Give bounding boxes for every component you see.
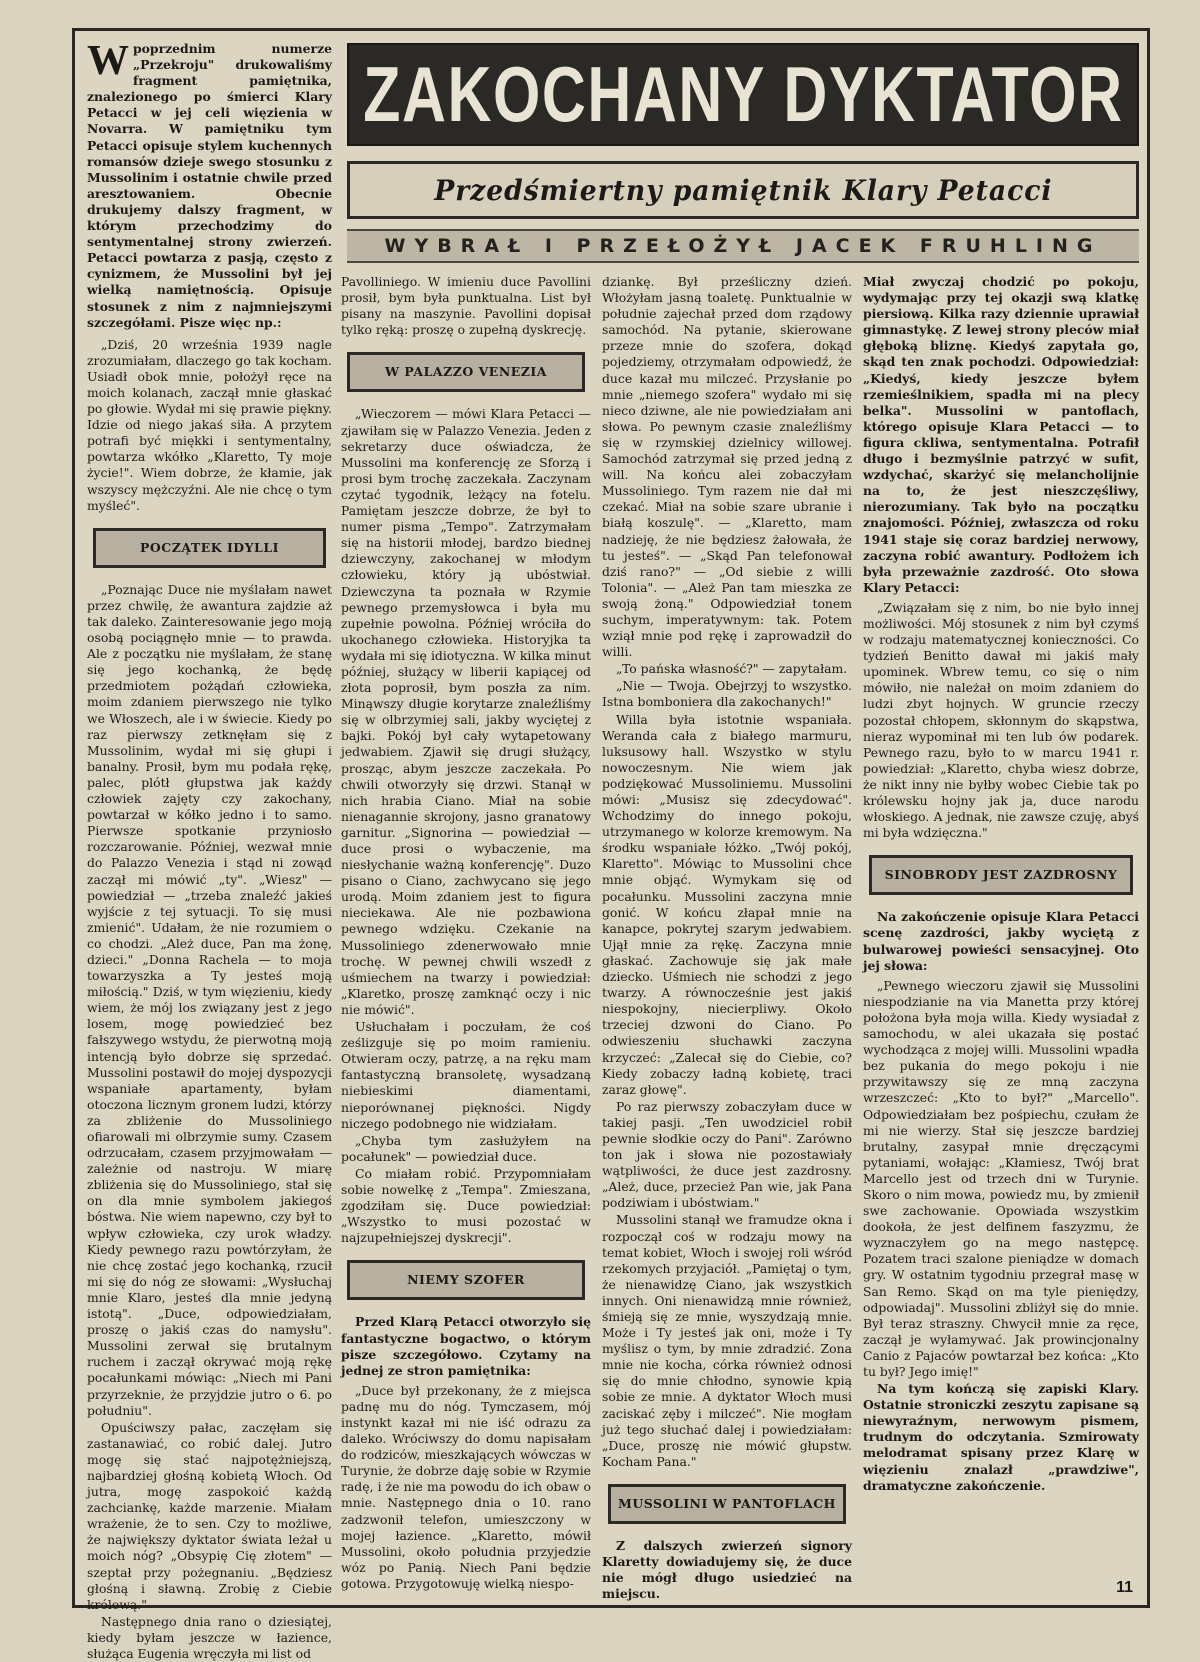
- column-1: [87, 38, 332, 1661]
- section-heading-w-palazzo-venezia: W PALAZZO VENEZIA: [347, 352, 585, 392]
- paragraph: „To pańska własność?" — zapytałam.: [616, 661, 848, 677]
- column-3: [602, 274, 852, 1602]
- section-heading-niemy-szofer: NIEMY SZOFER: [347, 1260, 585, 1300]
- paragraph: „Duce był przekonany, że z miejsca padnę mu do nóg. Tymczasem, mój instynkt kazał mi nie iść odrazu za daleko. Wróciwszy do domu napisałam do rodziców, mieszkających wówczas w Turynie, że dobrze daję sobie w Rzymie radę, i że nie ma powodu do ich obaw o mnie. Następnego dnia o 10. rano zadzwonił telefon, umieszczony w mojej łazience. „Klaretto, mówił Mussolini, około południa przyjedzie wóz po Panią. Niech Pani będzie gotowa. Przygotowuję wielką niespo-: [341, 1382, 591, 1591]
- headline-banner: [347, 43, 1139, 146]
- paragraph-closing: Na tym kończą się zapiski Klary. Ostatnie stroniczki zeszytu zapisane są niewyraźnym, nerwowym pismem, trudnym do odczytania. Szmirowaty melodramat spisany przez Klarę w więzieniu znalazł „prawdziwe", dramatyczne zakończenie.: [863, 1381, 1139, 1493]
- paragraph-lead: Miał zwyczaj chodzić po pokoju, wydymając przy tej okazji swą klatkę piersiową. Kilka razy dziennie uprawiał gimnastykę. Z lewej strony pleców miał głęboką bliznę. Kiedyś zapytała go, skąd ten znak pochodzi. Odpowiedział: „Kiedyś, kiedy jeszcze byłem rzemieślnikiem, spadła mi na plecy belka". Mussolini w pantoflach, którego opisuje Klara Petacci — to figura ckliwa, sentymentalna. Potrafił długo i bezmyślnie patrzyć w sufit, wzdychać, skarżyć się melancholijnie na to, że jest nieszczęśliwy, nierozumiany. Tak było na początku znajomości. Później, zwłaszcza od roku 1941 staje się coraz bardziej nerwowy, zaczyna robić awantury. Podłożem ich była przeważnie zazdrość. Oto słowa Klary Petacci:: [863, 274, 1139, 595]
- subtitle-box: [347, 161, 1139, 219]
- newspaper-page: [72, 28, 1150, 1661]
- column-4: [863, 274, 1139, 1599]
- section-heading-poczatek-idylli: POCZĄTEK IDYLLI: [93, 528, 326, 568]
- column-2: [341, 274, 591, 1599]
- paragraph: „Poznając Duce nie myślałam nawet przez chwilę, że awantura zajdzie aż tak daleko. Zainteresowanie jego moją osobą pociągnęło mnie — to prawda. Ale z początku nie myślałam, że stanę się jego kochanką, że będę przedmiotem pożądań człowieka, moim zdaniem pierwszego nie tylko we Włoszech, ale i w świecie. Kiedy po raz pierwszy zetknęłam się z Mussolinim, wydał mi się głupi i banalny. Prosił, bym mu podała rękę, palec, plótł głupstwa jak każdy człowiek zajęty czy zakochany, powtarzał w kółko jedno i to samo. Pierwsze spotkanie przyniosło rozczarowanie. Później, wezwał mnie do Palazzo Venezia i stąd ni zowąd zaczął mi mówić „ty". „Wiesz" — powiedział — „trzeba znaleźć jakieś wyjście z tej sytuacji. To się musi zmienić". Udałam, że nie rozumiem o co chodzi. „Ależ duce, Pan ma żonę, dzieci." „Donna Rachela — to moja towarzyszka a Ty jesteś moją miłością." Dziś, w tym więzieniu, kiedy wiem, że mój los związany jest z jego losem, mogę powiedzieć bez fałszywego wstydu, że pierwotną moją intencją było dobrze się sprzedać. Mussolini postawił do mojej dyspozycji wspaniałe apartamenty, byłam otoczona licznym gronem ludzi, którzy za zbliżenie do Mussoliniego ofiarowali mi olbrzymie sumy. Czasem odrzucałam, czasem przyjmowałam — zależnie od nastroju. W miarę zbliżenia się do Mussoliniego, stał się on dla mnie symbolem jakiegoś bóstwa. Nie wiem napewno, czy był to wpływ człowieka, czy urok władzy. Kiedy pewnego razu powtórzyłam, że nie chcę zostać jego kochanką, rzucił mi się do nóg ze słowami: „Wysłuchaj mnie Klaro, jesteś dla mnie jedyną istotą". „Duce, odpowiedziałam, proszę o jakiś czas do namysłu". Mussolini zerwał się brutalnym ruchem i zaczął okrywać moją rękę pocałunkami mówiąc: „Niech mi Pani przyrzeknie, że przyjdzie jutro o 6. po południu".: [87, 581, 332, 1418]
- paragraph: „Wieczorem — mówi Klara Petacci — zjawiłam się w Palazzo Venezia. Jeden z sekretarzy duce oświadcza, że Mussolini ma konferencję ze Sforzą i prosi bym trochę zaczekała. Zaczynam czytać tygodnik, leżący na fotelu. Pamiętam jeszcze dobrze, że był to numer pisma „Tempo". Zatrzymałam się na historii młodej, bardzo biednej dziewczyny, zakochanej w młodym człowieku, który ją ubóstwiał. Dziewczyna ta poznała w Rzymie pewnego przemysłowca i była mu zupełnie powolna. Później wróciła do ukochanego człowieka. Historyjka ta wydała mi się idiotyczna. W kilka minut później, służący w liberii kapiącej od złota poprosił, bym poszła za nim. Minąwszy długie korytarze znaleźliśmy się w olbrzymiej sali, jakby wyciętej z bajki. Pokój był cały wytapetowany jedwabiem. Zjawił się drugi służący, prosząc, abym jeszcze zaczekała. Po chwili otworzyły się drzwi. Stanął w nich hrabia Ciano. Miał na sobie nienagannie skrojony, jasno granatowy garnitur. „Signorina — powiedział — duce prosi o wybaczenie, ma niesłychanie ważną konferencję". Duzo pisano o Ciano, zachwycano się jego urodą. Moim zdaniem jest to figura nieciekawa. Ale nie pozbawiona pewnego wdzięku. Czekanie na Mussoliniego zdenerwowało mnie trochę. W pewnej chwili wszedł z uśmiechem na twarzy i powiedział: „Klaretko, proszę zamknąć oczy i nic nie mówić".: [341, 406, 591, 1017]
- paragraph: Po raz pierwszy zobaczyłam duce w takiej pasji. „Ten uwodziciel robił pewnie słodkie oczy do Pani". Zarówno ton jak i słowa nie pozostawiały wątpliwości, że duce jest zazdrosny. „Ależ, duce, przecież Pan wie, jak Pana podziwiam i ubóstwiam.": [602, 1098, 852, 1211]
- paragraph-lead: Z dalszych zwierzeń signory Klaretty dowiadujemy się, że duce nie mógł długo usiedzieć na miejscu.: [602, 1538, 852, 1602]
- page-number: 11: [1116, 1579, 1133, 1596]
- paragraph: Pavolliniego. W imieniu duce Pavollini prosił, bym była punktualna. List był pisany na maszynie. Pavollini dopisał tylko ręką: proszę o zupełną dyskrecję.: [341, 274, 591, 338]
- paragraph: „Chyba tym zasłużyłem na pocałunek" — powiedział duce.: [341, 1132, 591, 1164]
- intro-text: poprzednim numerze „Przekroju" drukowaliśmy fragment pamiętnika, znalezionego po śmierci Klary Petacci w jej celi więzienia w Novarra. W pamiętniku tym Petacci opisuje stylem kuchennych romansów dzieje swego stosunku z Mussolinim i ostatnie chwile przed aresztowaniem. Obecnie drukujemy dalszy fragment, w którym przechodzimy do sentymentalnej strony zwierzeń. Petacci powtarza z pasją, często z cynizmem, że Mussolini był jej wielką namiętnością. Opisuje stosunek z nim z najmniejszymi szczegółami. Pisze więc np.:: [87, 41, 332, 330]
- paragraph: Usłuchałam i poczułam, że coś ześlizguje się po moim ramieniu. Otwieram oczy, patrzę, a na ręku mam fantastyczną bransoletę, wysadzaną niebieskimi diamentami, nieporównanej piękności. Nigdy niczego podobnego nie widziałam.: [341, 1019, 591, 1131]
- paragraph: „Nie — Twoja. Obejrzyj to wszystko. Istna bomboniera dla zakochanych!": [602, 678, 852, 710]
- paragraph: dziankę. Był prześliczny dzień. Włożyłam jasną toaletę. Punktualnie w południe zajechał przed dom rządowy samochód. Na pytanie, skierowane przeze mnie do szofera, dokąd pojedziemy, otrzymałam odpowiedź, że duce kazał mu milczeć. Przysłanie po mnie „niemego szofera" wydało mi się nieco dziwne, ale nie powiedziałam ani słowa. Po pewnym czasie znaleźliśmy się w rzymskiej dzielnicy willowej. Samochód zatrzymał się przed jedną z will. Na końcu alei zobaczyłam Mussoliniego. Tym razem nie dał mi czekać. Miał na sobie szare ubranie i białą koszulę". — „Klaretto, mam nadzieję, że nie będziesz żałowała, że tu jesteś". — „Skąd Pan telefonował dziś rano?" — „Od siebie z willi Tolonia". — „Ależ Pan tam mieszka ze swoją żoną." Odpowiedział tonem suchym, imperatywnym: tak. Potem wziął mnie pod rękę i zaprowadził do willi.: [602, 274, 852, 660]
- paragraph: Opuściwszy pałac, zaczęłam się zastanawiać, co robić dalej. Jutro mogę się stać najpotężniejszą, najbardziej głośną kobietą Włoch. Od jutra, mogę zaspokoić każdą zachciankę, każde marzenie. Miałam wrażenie, że to sen. Czy to możliwe, że największy dyktator świata leżał u moich nóg? „Obsypię Cię złotem" — szeptał przy pożegnaniu. „Będziesz głośną i sławną. Zrobię z Ciebie królową.": [87, 1419, 332, 1612]
- paragraph: Willa była istotnie wspaniała. Weranda cała z białego marmuru, luksusowy hall. Wszystko w stylu nowoczesnym. Nie wiem jak podziękować Mussoliniemu. Mussolini mówi: „Musisz się zdecydować". Wchodzimy do innego pokoju, utrzymanego w kolorze kremowym. Na środku wspaniałe łóżko. „Twój pokój, Klaretto". Mówiąc to Mussolini chce mnie objąć. Wymykam się od pocałunku. Mussolini zaczyna mnie gonić. W końcu złapał mnie na kanapce, pokrytej szarym jedwabiem. Ujął mnie za rękę. Zaczyna mnie głaskać. Zachowuje się jak małe dziecko. Uśmiech nie schodzi z jego twarzy. A równocześnie jest jakiś niespokojny, niecierpliwy. Około trzeciej dzwoni do Ciano. Po odwieszeniu słuchawki zaczyna krzyczeć: „Zalecał się do Ciebie, co? Kiedy zobaczy ładną kobietę, traci zaraz głowę".: [602, 711, 852, 1097]
- paragraph: „Związałam się z nim, bo nie było innej możliwości. Mój stosunek z nim był czymś w rodzaju matematycznej konieczności. Co tydzień Benitto dawał mi jakiś mały upominek. Wbrew temu, co się o nim mówiło, nie należał on moim zdaniem do ludzi zbyt hojnych. W gruncie rzeczy pozostał chłopem, skłonnym do skąpstwa, nieraz wypominał mi ten lub ów podarek. Pewnego razu, było to w marcu 1941 r. powiedział: „Klaretto, chyba wiesz dobrze, że nikt inny nie byłby wobec Ciebie tak po królewsku hojny jak ja, duce narodu włoskiego. A jednak, nie zawsze czuję, abyś mi była wdzięczna.": [863, 599, 1139, 841]
- paragraph-lead: Na zakończenie opisuje Klara Petacci scenę zazdrości, jakby wyciętą z bulwarowej powieści sensacyjnej. Oto jej słowa:: [863, 909, 1139, 973]
- paragraph: „Pewnego wieczoru zjawił się Mussolini niespodzianie na via Manetta przy której położona była moja willa. Kiedy wysiadał z samochodu, w alei ukazała się postać wychodząca z mojej willi. Mussolini wpadła bez pukania do mego pokoju i nie przywitawszy się ze mną zaczyna wrzeszczeć: „Kto to był?" „Marcello". Odpowiedziałam bez pośpiechu, czułam że mi nie wierzy. Stał się jeszcze bardziej brutalny, zasypał mnie dręczącymi pytaniami, wołając: „Kłamiesz, Twój brat Marcello jest od trzech dni w Turynie. Skoro o nim mowa, powiedz mu, by zmienił swe zachowanie. Opowiada wszystkim dookoła, że jest delfinem faszyzmu, że wyznaczyłem go na mego następcę. Pozatem traci szalone pieniądze w domach gry. W ostatnim tygodniu przegrał masę w San Remo. Skąd on ma tyle pieniędzy, odpowiadaj". Mussolini zbliżył się do mnie. Był teraz straszny. Chwycił mnie za ręce, zaczął je wyłamywać. Jak prowincjonalny Canio z Pajaców powtarzał bez końca: „Kto tu był? Jego imię!": [863, 977, 1139, 1379]
- intro-lead: [87, 38, 332, 331]
- paragraph: Następnego dnia rano o dziesiątej, kiedy byłam jeszcze w łazience, służąca Eugenia wręczyła mi list od: [87, 1613, 332, 1661]
- byline: WYBRAŁ I PRZEŁOŻYŁ JACEK FRUHLING: [347, 229, 1139, 263]
- drop-cap: W: [87, 38, 129, 84]
- section-heading-sinobrody: SINOBRODY JEST ZAZDROSNY: [869, 855, 1133, 895]
- paragraph: „Dziś, 20 września 1939 nagle zrozumiałam, dlaczego go tak kocham. Usiadł obok mnie, położył ręce na moich kolanach, zaczął mnie głaskać po głowie. Wydał mi się prawie piękny. Idzie od niego jakaś siła. A przytem potrafi być miękki i sentymentalny, powtarza wkółko „Klaretto, Ty moje życie!". Wiem dobrze, że kłamie, jak wszyscy mężczyźni. Ale nie chcę o tym myśleć".: [87, 336, 332, 513]
- paragraph-lead: Przed Klarą Petacci otworzyło się fantastyczne bogactwo, o którym pisze szczegółowo. Czytamy na jednej ze stron pamiętnika:: [341, 1314, 591, 1378]
- paragraph: Mussolini stanął we framudze okna i rozpoczął coś w rodzaju mowy na temat kobiet, Włoch i swojej roli wśród rzekomych przyjaciół. „Pamiętaj o tym, że nienawidzę Ciano, jak wszystkich innych. Oni nienawidzą mnie również, śmieją się ze mnie, wyszydzają mnie. Może i Ty jesteś jak oni, może i Ty myślisz o tym, by mnie zdradzić. Zona mnie nie kocha, córka również odnosi się do mnie chłodno, synowie kpią sobie ze mnie. A dyktator Włoch musi zaciskać zęby i milczeć". Nie mogłam już tego słuchać dalej i powiedziałam: „Duce, proszę nie mówić głupstw. Kocham Pana.": [602, 1212, 852, 1469]
- subtitle: Przedśmiertny pamiętnik Klary Petacci: [433, 173, 1053, 207]
- headline-title: ZAKOCHANY DYKTATOR: [362, 50, 1124, 138]
- paragraph: Co miałam robić. Przypomniałam sobie nowelkę z „Tempa". Zmieszana, zgodziłam się. Duce powiedział: „Wszystko to musi pozostać w najzupełniejszej dyskrecji".: [341, 1165, 591, 1246]
- section-heading-mussolini-w-pantoflach: MUSSOLINI W PANTOFLACH: [608, 1484, 846, 1524]
